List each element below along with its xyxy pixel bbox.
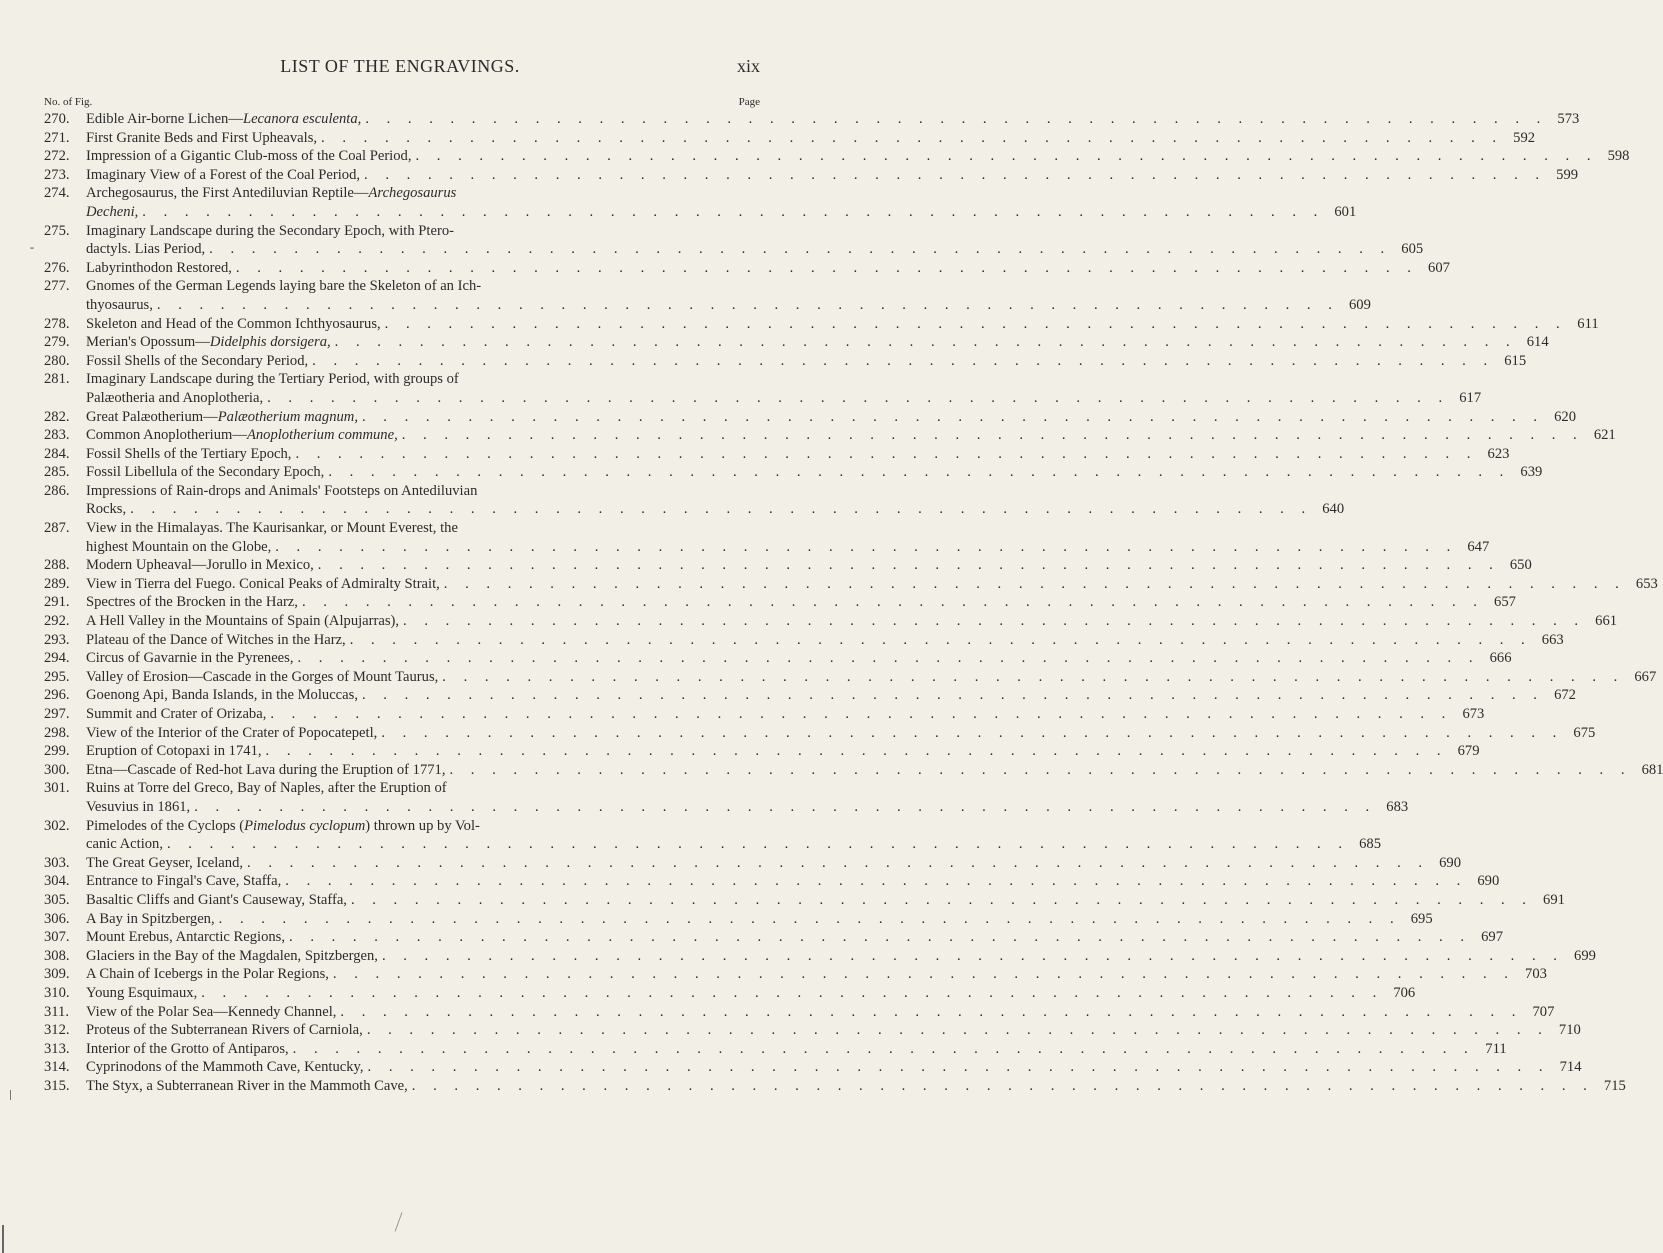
figure-number: 272. bbox=[44, 148, 70, 165]
engraving-title: Common Anoplotherium—Anoplotherium commune, bbox=[86, 427, 398, 444]
leader-dots: . . . . . . . . . . . . . . . . . . . . . . . . . . . . . . . . . . . . . . . . . . . . . . . . . . . . . . . . bbox=[130, 501, 1313, 518]
page-number: xix bbox=[736, 56, 760, 76]
figure-number: 299. bbox=[44, 743, 70, 760]
leader-dots: . . . . . . . . . . . . . . . . . . . . . . . . . . . . . . . . . . . . . . . . . . . . . . . . . . . . . . . . bbox=[167, 836, 1349, 853]
page-ref: 679 bbox=[1457, 743, 1480, 760]
leader-dots: . . . . . . . . . . . . . . . . . . . . . . . . . . . . . . . . . . . . . . . . . . . . . . . . . . . . . . . . bbox=[401, 427, 1584, 444]
engraving-title: View of the Polar Sea—Kennedy Channel, bbox=[86, 1003, 337, 1020]
engravings-list bbox=[44, 110, 1663, 1095]
engraving-title: Plateau of the Dance of Witches in the Harz, bbox=[86, 631, 346, 648]
page-ref: 699 bbox=[1574, 947, 1596, 964]
page-ref: 614 bbox=[1526, 334, 1549, 351]
leader-dots: . . . . . . . . . . . . . . . . . . . . . . . . . . . . . . . . . . . . . . . . . . . . . . . . . . . . . . . . bbox=[340, 1003, 1523, 1020]
leader-dots: . . . . . . . . . . . . . . . . . . . . . . . . . . . . . . . . . . . . . . . . . . . . . . . . . . . . . . . . bbox=[285, 873, 1468, 890]
figure-number: 287. bbox=[44, 520, 70, 537]
engraving-title: Imaginary Landscape during the Tertiary Period, with groups of bbox=[86, 371, 459, 388]
leader-dots: . . . . . . . . . . . . . . . . . . . . . . . . . . . . . . . . . . . . . . . . . . . . . . . . . . . . . . . . bbox=[449, 761, 1632, 778]
engraving-title: View in the Himalayas. The Kaurisankar, or Mount Everest, the bbox=[86, 520, 458, 537]
leader-dots: . . . . . . . . . . . . . . . . . . . . . . . . . . . . . . . . . . . . . . . . . . . . . . . . . . . . . . . . bbox=[364, 166, 1547, 183]
leader-dots: . . . . . . . . . . . . . . . . . . . . . . . . . . . . . . . . . . . . . . . . . . . . . . . . . . . . . . . . bbox=[365, 111, 1548, 127]
figure-number: 274. bbox=[44, 185, 70, 202]
leader-dots: . . . . . . . . . . . . . . . . . . . . . . . . . . . . . . . . . . . . . . . . . . . . . . . . . . . . . . . . bbox=[218, 910, 1401, 927]
figure-number: 305. bbox=[44, 891, 70, 908]
engraving-title: Glaciers in the Bay of the Magdalen, Spitzbergen, bbox=[86, 947, 378, 964]
leader-dots: . . . . . . . . . . . . . . . . . . . . . . . . . . . . . . . . . . . . . . . . . . . . . . . . . . . . . . . . bbox=[443, 575, 1626, 592]
leader-dots: . . . . . . . . . . . . . . . . . . . . . . . . . . . . . . . . . . . . . . . . . . . . . . . . . . . . . . . . bbox=[367, 1059, 1550, 1076]
leader-dots: . . . . . . . . . . . . . . . . . . . . . . . . . . . . . . . . . . . . . . . . . . . . . . . . . . . . . . . . bbox=[415, 148, 1598, 165]
leader-dots: . . . . . . . . . . . . . . . . . . . . . . . . . . . . . . . . . . . . . . . . . . . . . . . . . . . . . . . . bbox=[194, 798, 1377, 815]
leader-dots: . . . . . . . . . . . . . . . . . . . . . . . . . . . . . . . . . . . . . . . . . . . . . . . . . . . . . . . . bbox=[142, 203, 1325, 220]
page-ref: 711 bbox=[1485, 1040, 1507, 1057]
list-item bbox=[44, 575, 1658, 594]
page-ref: 703 bbox=[1525, 966, 1547, 983]
figure-number: 279. bbox=[44, 334, 70, 351]
figure-number: 301. bbox=[44, 780, 70, 797]
leader-dots: . . . . . . . . . . . . . . . . . . . . . . . . . . . . . . . . . . . . . . . . . . . . . . . . . . . . . . . . bbox=[295, 445, 1478, 462]
figure-number: 270. bbox=[44, 111, 70, 127]
engraving-title: A Chain of Icebergs in the Polar Regions, bbox=[86, 966, 329, 983]
figure-number: 302. bbox=[44, 817, 70, 834]
page-ref: 673 bbox=[1462, 706, 1485, 722]
engraving-title: Skeleton and Head of the Common Ichthyosaurus, bbox=[86, 315, 381, 332]
engraving-title: Basaltic Cliffs and Giant's Causeway, Staffa, bbox=[86, 891, 347, 908]
leader-dots: . . . . . . . . . . . . . . . . . . . . . . . . . . . . . . . . . . . . . . . . . . . . . . . . . . . . . . . . bbox=[267, 389, 1450, 406]
engraving-title: thyosaurus, bbox=[86, 296, 153, 313]
figure-number: 277. bbox=[44, 278, 70, 295]
figure-number: 280. bbox=[44, 352, 70, 369]
page-ref: 690 bbox=[1477, 873, 1500, 890]
page-ref: 661 bbox=[1595, 613, 1618, 630]
engraving-title: Eruption of Cotopaxi in 1741, bbox=[86, 743, 262, 760]
engraving-title: Spectres of the Brocken in the Harz, bbox=[86, 594, 298, 611]
list-item bbox=[44, 408, 1576, 427]
figure-number: 309. bbox=[44, 966, 70, 983]
scan-mark bbox=[10, 1090, 11, 1100]
figure-number: 289. bbox=[44, 575, 70, 592]
list-item bbox=[44, 854, 1462, 873]
figure-number: 303. bbox=[44, 854, 70, 871]
engraving-title: Labyrinthodon Restored, bbox=[86, 259, 232, 276]
page-ref: 707 bbox=[1532, 1003, 1555, 1020]
figure-number: 281. bbox=[44, 371, 70, 388]
page-ref: 615 bbox=[1504, 352, 1527, 369]
engraving-title: Pimelodes of the Cyclops (Pimelodus cyclopum) thrown up by Vol- bbox=[86, 817, 480, 834]
leader-dots: . . . . . . . . . . . . . . . . . . . . . . . . . . . . . . . . . . . . . . . . . . . . . . . . . . . . . . . . bbox=[235, 259, 1418, 276]
list-item bbox=[44, 147, 1630, 166]
list-item bbox=[44, 984, 1416, 1003]
column-header-page: Page bbox=[738, 96, 760, 108]
page-ref: 663 bbox=[1541, 631, 1564, 648]
figure-number: 304. bbox=[44, 873, 70, 890]
list-item bbox=[44, 222, 1424, 259]
page-ref: 611 bbox=[1577, 315, 1599, 332]
list-item bbox=[44, 872, 1500, 891]
list-item bbox=[44, 891, 1565, 910]
figure-number: 313. bbox=[44, 1040, 70, 1057]
figure-number: 276. bbox=[44, 259, 70, 276]
leader-dots: . . . . . . . . . . . . . . . . . . . . . . . . . . . . . . . . . . . . . . . . . . . . . . . . . . . . . . . . bbox=[265, 743, 1448, 760]
list-item bbox=[44, 184, 1357, 221]
list-item bbox=[44, 463, 1543, 482]
page-ref: 607 bbox=[1428, 259, 1450, 276]
engraving-title: Valley of Erosion—Cascade in the Gorges of Mount Taurus, bbox=[86, 668, 439, 685]
list-item bbox=[44, 129, 1536, 148]
figure-number: 291. bbox=[44, 594, 70, 611]
leader-dots: . . . . . . . . . . . . . . . . . . . . . . . . . . . . . . . . . . . . . . . . . . . . . . . . . . . . . . . . bbox=[209, 241, 1392, 258]
engraving-title: First Granite Beds and First Upheavals, bbox=[86, 129, 318, 146]
engraving-title: Imaginary View of a Forest of the Coal Period, bbox=[86, 166, 361, 183]
engraving-title: Gnomes of the German Legends laying bare the Skeleton of an Ich- bbox=[86, 278, 482, 295]
leader-dots: . . . . . . . . . . . . . . . . . . . . . . . . . . . . . . . . . . . . . . . . . . . . . . . . . . . . . . . . bbox=[292, 1040, 1475, 1057]
engraving-title: The Great Geyser, Iceland, bbox=[86, 854, 244, 871]
figure-number: 286. bbox=[44, 482, 70, 499]
leader-dots: . . . . . . . . . . . . . . . . . . . . . . . . . . . . . . . . . . . . . . . . . . . . . . . . . . . . . . . . bbox=[411, 1077, 1594, 1094]
leader-dots: . . . . . . . . . . . . . . . . . . . . . . . . . . . . . . . . . . . . . . . . . . . . . . . . . . . . . . . . bbox=[317, 557, 1500, 574]
figure-number: 275. bbox=[44, 222, 70, 239]
list-item bbox=[44, 1058, 1582, 1077]
page-ref: 667 bbox=[1634, 668, 1657, 685]
page-ref: 697 bbox=[1481, 929, 1503, 946]
figure-number: 310. bbox=[44, 984, 70, 1001]
list-item bbox=[44, 1003, 1555, 1022]
engraving-title: Cyprinodons of the Mammoth Cave, Kentucky, bbox=[86, 1059, 364, 1076]
leader-dots: . . . . . . . . . . . . . . . . . . . . . . . . . . . . . . . . . . . . . . . . . . . . . . . . . . . . . . . . bbox=[362, 408, 1544, 425]
list-item bbox=[44, 686, 1576, 705]
page-ref: 617 bbox=[1459, 389, 1482, 406]
engraving-title: Merian's Opossum—Didelphis dorsigera, bbox=[86, 334, 331, 351]
engraving-title: Vesuvius in 1861, bbox=[86, 798, 191, 815]
engraving-title: A Bay in Spitzbergen, bbox=[86, 910, 215, 927]
leader-dots: . . . . . . . . . . . . . . . . . . . . . . . . . . . . . . . . . . . . . . . . . . . . . . . . . . . . . . . . bbox=[301, 594, 1484, 611]
list-item bbox=[44, 668, 1657, 687]
figure-number: 278. bbox=[44, 315, 70, 332]
engraving-title: Fossil Shells of the Tertiary Epoch, bbox=[86, 445, 292, 462]
list-item bbox=[44, 742, 1480, 761]
figure-number: 308. bbox=[44, 947, 70, 964]
leader-dots: . . . . . . . . . . . . . . . . . . . . . . . . . . . . . . . . . . . . . . . . . . . . . . . . . . . . . . . . bbox=[350, 891, 1533, 908]
page-ref: 675 bbox=[1573, 724, 1596, 741]
list-item bbox=[44, 110, 1580, 129]
page-ref: 609 bbox=[1348, 296, 1371, 313]
list-item bbox=[44, 556, 1532, 575]
engraving-title: Ruins at Torre del Greco, Bay of Naples, after the Eruption of bbox=[86, 780, 447, 797]
leader-dots: . . . . . . . . . . . . . . . . . . . . . . . . . . . . . . . . . . . . . . . . . . . . . . . . . . . . . . . . bbox=[334, 334, 1517, 351]
page-ref: 620 bbox=[1554, 408, 1576, 425]
leader-dots: . . . . . . . . . . . . . . . . . . . . . . . . . . . . . . . . . . . . . . . . . . . . . . . . . . . . . . . . bbox=[381, 947, 1564, 964]
figure-number: 273. bbox=[44, 166, 70, 183]
list-item bbox=[44, 724, 1596, 743]
figure-number: 284. bbox=[44, 445, 70, 462]
page-ref: 653 bbox=[1635, 575, 1658, 592]
figure-number: 283. bbox=[44, 427, 70, 444]
leader-dots: . . . . . . . . . . . . . . . . . . . . . . . . . . . . . . . . . . . . . . . . . . . . . . . . . . . . . . . . bbox=[332, 966, 1515, 983]
leader-dots: . . . . . . . . . . . . . . . . . . . . . . . . . . . . . . . . . . . . . . . . . . . . . . . . . . . . . . . . bbox=[289, 929, 1471, 946]
leader-dots: . . . . . . . . . . . . . . . . . . . . . . . . . . . . . . . . . . . . . . . . . . . . . . . . . . . . . . . . bbox=[381, 724, 1564, 741]
engraving-title: Archegosaurus, the First Antediluvian Reptile—Archegosaurus bbox=[86, 185, 457, 202]
page-ref: 605 bbox=[1401, 241, 1424, 258]
figure-number: 311. bbox=[44, 1003, 69, 1020]
leader-dots: . . . . . . . . . . . . . . . . . . . . . . . . . . . . . . . . . . . . . . . . . . . . . . . . . . . . . . . . bbox=[403, 613, 1586, 630]
leader-dots: . . . . . . . . . . . . . . . . . . . . . . . . . . . . . . . . . . . . . . . . . . . . . . . . . . . . . . . . bbox=[275, 538, 1458, 555]
page-ref: 690 bbox=[1439, 854, 1462, 871]
figure-number: 292. bbox=[44, 613, 70, 630]
leader-dots: . . . . . . . . . . . . . . . . . . . . . . . . . . . . . . . . . . . . . . . . . . . . . . . . . . . . . . . . bbox=[297, 650, 1480, 667]
engraving-title: dactyls. Lias Period, bbox=[86, 241, 206, 258]
scan-mark bbox=[2, 1225, 4, 1253]
engraving-title: Young Esquimaux, bbox=[86, 984, 198, 1001]
engraving-title: Fossil Shells of the Secondary Period, bbox=[86, 352, 309, 369]
engraving-title: Fossil Libellula of the Secondary Epoch, bbox=[86, 464, 325, 481]
engraving-title: View in Tierra del Fuego. Conical Peaks of Admiralty Strait, bbox=[86, 575, 440, 592]
engraving-title: Summit and Crater of Orizaba, bbox=[86, 706, 267, 722]
list-item bbox=[44, 445, 1510, 464]
page-ref: 623 bbox=[1487, 445, 1510, 462]
engraving-title: Entrance to Fingal's Cave, Staffa, bbox=[86, 873, 282, 890]
figure-number: 296. bbox=[44, 687, 70, 704]
engraving-title: Palæotheria and Anoplotheria, bbox=[86, 389, 264, 406]
page-ref: 681 bbox=[1641, 761, 1663, 778]
list-item bbox=[44, 947, 1596, 966]
leader-dots: . . . . . . . . . . . . . . . . . . . . . . . . . . . . . . . . . . . . . . . . . . . . . . . . . . . . . . . . bbox=[321, 129, 1504, 146]
engraving-title: Goenong Api, Banda Islands, in the Moluccas, bbox=[86, 687, 358, 704]
list-item bbox=[44, 1040, 1507, 1059]
list-item bbox=[44, 631, 1564, 650]
figure-number: 312. bbox=[44, 1022, 70, 1039]
figure-number: 306. bbox=[44, 910, 70, 927]
leader-dots: . . . . . . . . . . . . . . . . . . . . . . . . . . . . . . . . . . . . . . . . . . . . . . . . . . . . . . . . bbox=[201, 984, 1384, 1001]
engraving-title: Imaginary Landscape during the Secondary Epoch, with Ptero- bbox=[86, 222, 454, 239]
figure-number: 315. bbox=[44, 1077, 70, 1094]
figure-number: 285. bbox=[44, 464, 70, 481]
leader-dots: . . . . . . . . . . . . . . . . . . . . . . . . . . . . . . . . . . . . . . . . . . . . . . . . . . . . . . . . bbox=[247, 854, 1430, 871]
figure-number: 282. bbox=[44, 408, 70, 425]
list-item bbox=[44, 277, 1371, 314]
figure-number: 271. bbox=[44, 129, 70, 146]
leader-dots: . . . . . . . . . . . . . . . . . . . . . . . . . . . . . . . . . . . . . . . . . . . . . . . . . . . . . . . . bbox=[328, 464, 1511, 481]
page-ref: 691 bbox=[1543, 891, 1565, 908]
page-ref: 672 bbox=[1554, 687, 1576, 704]
list-item bbox=[44, 315, 1599, 334]
figure-number: 298. bbox=[44, 724, 70, 741]
list-item bbox=[44, 612, 1618, 631]
engraving-title: Mount Erebus, Antarctic Regions, bbox=[86, 929, 286, 946]
engraving-title: The Styx, a Subterranean River in the Mammoth Cave, bbox=[86, 1077, 408, 1094]
list-item bbox=[44, 519, 1490, 556]
list-item bbox=[44, 593, 1516, 612]
page-ref: 685 bbox=[1359, 836, 1381, 853]
engraving-title: Impressions of Rain-drops and Animals' Footsteps on Antediluvian bbox=[86, 482, 478, 499]
leader-dots: . . . . . . . . . . . . . . . . . . . . . . . . . . . . . . . . . . . . . . . . . . . . . . . . . . . . . . . . bbox=[156, 296, 1339, 313]
page-ref: 657 bbox=[1494, 594, 1516, 611]
list-item bbox=[44, 333, 1549, 352]
page-ref: 640 bbox=[1322, 501, 1345, 518]
figure-number: 293. bbox=[44, 631, 70, 648]
page-ref: 601 bbox=[1334, 203, 1357, 220]
leader-dots: . . . . . . . . . . . . . . . . . . . . . . . . . . . . . . . . . . . . . . . . . . . . . . . . . . . . . . . . bbox=[442, 668, 1625, 685]
engraving-title: Circus of Gavarnie in the Pyrenees, bbox=[86, 650, 294, 667]
page-ref: 666 bbox=[1489, 650, 1512, 667]
running-title: LIST OF THE ENGRAVINGS. bbox=[280, 56, 520, 76]
engraving-title: highest Mountain on the Globe, bbox=[86, 538, 272, 555]
page-ref: 599 bbox=[1556, 166, 1579, 183]
engraving-title: Interior of the Grotto of Antiparos, bbox=[86, 1040, 289, 1057]
page-ref: 573 bbox=[1557, 111, 1580, 127]
list-item bbox=[44, 817, 1381, 854]
engraving-title: canic Action, bbox=[86, 836, 163, 853]
list-item bbox=[44, 965, 1547, 984]
engraving-title: Great Palæotherium—Palæotherium magnum, bbox=[86, 408, 358, 425]
page-ref: 639 bbox=[1520, 464, 1543, 481]
page-ref: 710 bbox=[1558, 1022, 1581, 1039]
leader-dots: . . . . . . . . . . . . . . . . . . . . . . . . . . . . . . . . . . . . . . . . . . . . . . . . . . . . . . . . bbox=[349, 631, 1532, 648]
engraving-title: Impression of a Gigantic Club-moss of the Coal Period, bbox=[86, 148, 412, 165]
engraving-title: Etna—Cascade of Red-hot Lava during the Eruption of 1771, bbox=[86, 761, 446, 778]
column-header-fig-no: No. of Fig. bbox=[44, 96, 93, 108]
engraving-title: Edible Air-borne Lichen—Lecanora esculenta, bbox=[86, 111, 362, 127]
figure-number: 288. bbox=[44, 557, 70, 574]
page-ref: 706 bbox=[1393, 984, 1416, 1001]
page-ref: 695 bbox=[1410, 910, 1433, 927]
list-item bbox=[44, 482, 1345, 519]
figure-number: 314. bbox=[44, 1059, 70, 1076]
engraving-title: Decheni, bbox=[86, 203, 139, 220]
leader-dots: . . . . . . . . . . . . . . . . . . . . . . . . . . . . . . . . . . . . . . . . . . . . . . . . . . . . . . . . bbox=[384, 315, 1567, 332]
engraving-title: Proteus of the Subterranean Rivers of Carniola, bbox=[86, 1022, 363, 1039]
leader-dots: . . . . . . . . . . . . . . . . . . . . . . . . . . . . . . . . . . . . . . . . . . . . . . . . . . . . . . . . bbox=[312, 352, 1495, 369]
list-item bbox=[44, 779, 1409, 816]
list-item bbox=[44, 705, 1485, 724]
figure-number: 307. bbox=[44, 929, 70, 946]
list-item bbox=[44, 1077, 1626, 1096]
engraving-title: A Hell Valley in the Mountains of Spain (Alpujarras), bbox=[86, 613, 400, 630]
figure-number: 300. bbox=[44, 761, 70, 778]
leader-dots: . . . . . . . . . . . . . . . . . . . . . . . . . . . . . . . . . . . . . . . . . . . . . . . . . . . . . . . . bbox=[270, 706, 1453, 722]
page-ref: 714 bbox=[1559, 1059, 1582, 1076]
figure-number: 297. bbox=[44, 706, 70, 722]
list-item bbox=[44, 649, 1512, 668]
list-item bbox=[44, 928, 1503, 947]
engraving-title: View of the Interior of the Crater of Popocatepetl, bbox=[86, 724, 378, 741]
page-ref: 598 bbox=[1607, 148, 1630, 165]
figure-number: 294. bbox=[44, 650, 70, 667]
page-ref: 715 bbox=[1603, 1077, 1626, 1094]
list-item bbox=[44, 1021, 1581, 1040]
list-item bbox=[44, 166, 1579, 185]
engraving-title: Rocks, bbox=[86, 501, 127, 518]
scan-mark bbox=[395, 1212, 403, 1231]
page-ref: 592 bbox=[1513, 129, 1536, 146]
margin-mark: - bbox=[30, 240, 34, 254]
engraving-title: Modern Upheaval—Jorullo in Mexico, bbox=[86, 557, 314, 574]
leader-dots: . . . . . . . . . . . . . . . . . . . . . . . . . . . . . . . . . . . . . . . . . . . . . . . . . . . . . . . . bbox=[366, 1022, 1549, 1039]
list-item bbox=[44, 370, 1482, 407]
page-ref: 647 bbox=[1467, 538, 1490, 555]
figure-number: 295. bbox=[44, 668, 70, 685]
page-ref: 650 bbox=[1509, 557, 1532, 574]
list-item bbox=[44, 259, 1450, 278]
list-item bbox=[44, 761, 1663, 780]
leader-dots: . . . . . . . . . . . . . . . . . . . . . . . . . . . . . . . . . . . . . . . . . . . . . . . . . . . . . . . . bbox=[361, 687, 1544, 704]
page-ref: 621 bbox=[1593, 427, 1616, 444]
list-item bbox=[44, 910, 1433, 929]
page-ref: 683 bbox=[1386, 798, 1409, 815]
list-item bbox=[44, 426, 1616, 445]
list-item bbox=[44, 352, 1527, 371]
